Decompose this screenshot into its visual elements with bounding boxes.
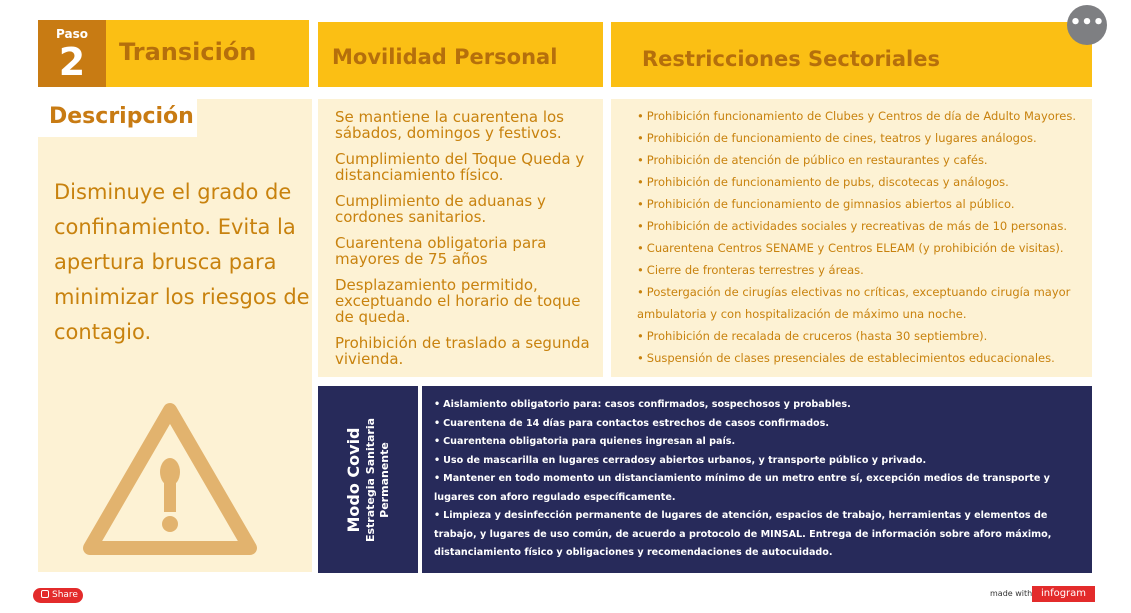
warning-icon [80,398,260,558]
movilidad-item: Desplazamiento permitido, exceptuando el horario de toque de queda. [335,276,581,326]
covid-item: • Cuarentena obligatoria para quienes ingresan al país. [434,436,736,447]
covid-item: • Limpieza y desinfección permanente de lugares de atención, espacios de trabajo, herramientas y elementos de trabajo, y lugares de uso común, de acuerdo a protocolo de MINSAL. Entrega de información sobre aforo máximo, distanciamiento físico y obligaciones y recomendaciones de autocuidado. [434,510,1052,558]
more-options-icon: ••• [1069,12,1105,33]
restriccion-item: • Cierre de fronteras terrestres y áreas. [637,263,864,277]
covid-item: • Mantener en todo momento un distanciamiento mínimo de un metro entre sí, excepción medios de transporte y lugares con aforo regulado específicamente. [434,473,1050,503]
infogram-logo[interactable]: infogram [1032,586,1095,602]
paso-label: Paso [56,27,88,41]
movilidad-item: Cuarentena obligatoria para mayores de 75 años [335,234,547,268]
movilidad-item: Se mantiene la cuarentena los sábados, domingos y festivos. [335,108,564,142]
restriccion-item: • Prohibición de actividades sociales y recreativas de más de 10 personas. [637,219,1067,233]
share-icon [41,590,49,598]
restriccion-item: • Prohibición de atención de público en restaurantes y cafés. [637,153,988,167]
share-label: Share [52,590,78,600]
modo-covid-label [318,386,418,573]
descripcion-text: Disminuye el grado de confinamiento. Evita la apertura brusca para minimizar los riesgos de contagio. [54,180,310,344]
restriccion-item: • Postergación de cirugías electivas no críticas, exceptuando cirugía mayor ambulatoria y con hospitalización de máximo una noche. [637,285,1071,321]
restriccion-item: • Prohibición de recalada de cruceros (hasta 30 septiembre). [637,329,988,343]
restriccion-item: • Prohibición de funcionamiento de pubs, discotecas y análogos. [637,175,1009,189]
restricciones-title: Restricciones Sectoriales [611,22,1092,87]
paso-number: 2 [58,40,86,84]
descripcion-title: Descripción [38,99,197,137]
restriccion-item: • Prohibición de funcionamiento de gimnasios abiertos al público. [637,197,1015,211]
modo-covid-panel [422,386,1092,573]
more-options-button[interactable] [1067,5,1107,45]
phase-title: Transición [106,20,309,87]
modo-covid-title: Modo Covid [344,427,363,533]
movilidad-item: Prohibición de traslado a segunda vivienda. [335,334,590,368]
restriccion-item: • Prohibición funcionamiento de Clubes y Centros de día de Adulto Mayores. [637,109,1076,123]
made-with-text: made with [990,589,1033,598]
restriccion-item: • Cuarentena Centros SENAME y Centros ELEAM (y prohibición de visitas). [637,241,1064,255]
movilidad-panel [318,99,603,377]
movilidad-item: Cumplimiento de aduanas y cordones sanitarios. [335,192,546,226]
covid-item: • Uso de mascarilla en lugares cerradosy abiertos urbanos, y transporte público y privado. [434,454,927,466]
covid-item: • Cuarentena de 14 días para contactos estrechos de casos confirmados. [434,417,830,429]
modo-covid-subtitle: Estrategia Sanitaria [364,417,377,543]
movilidad-item: Cumplimiento del Toque Queda y distanciamiento físico. [335,150,585,184]
paso-badge [38,20,106,87]
covid-item: • Aislamiento obligatorio para: casos confirmados, sospechosos y probables. [434,399,851,410]
modo-covid-subtitle: Permanente [378,442,391,518]
movilidad-title: Movilidad Personal [318,22,603,87]
restricciones-panel [611,99,1092,377]
restriccion-item: • Prohibición de funcionamiento de cines, teatros y lugares análogos. [637,131,1037,145]
share-button[interactable] [33,588,83,603]
restriccion-item: • Suspensión de clases presenciales de establecimientos educacionales. [637,351,1055,365]
